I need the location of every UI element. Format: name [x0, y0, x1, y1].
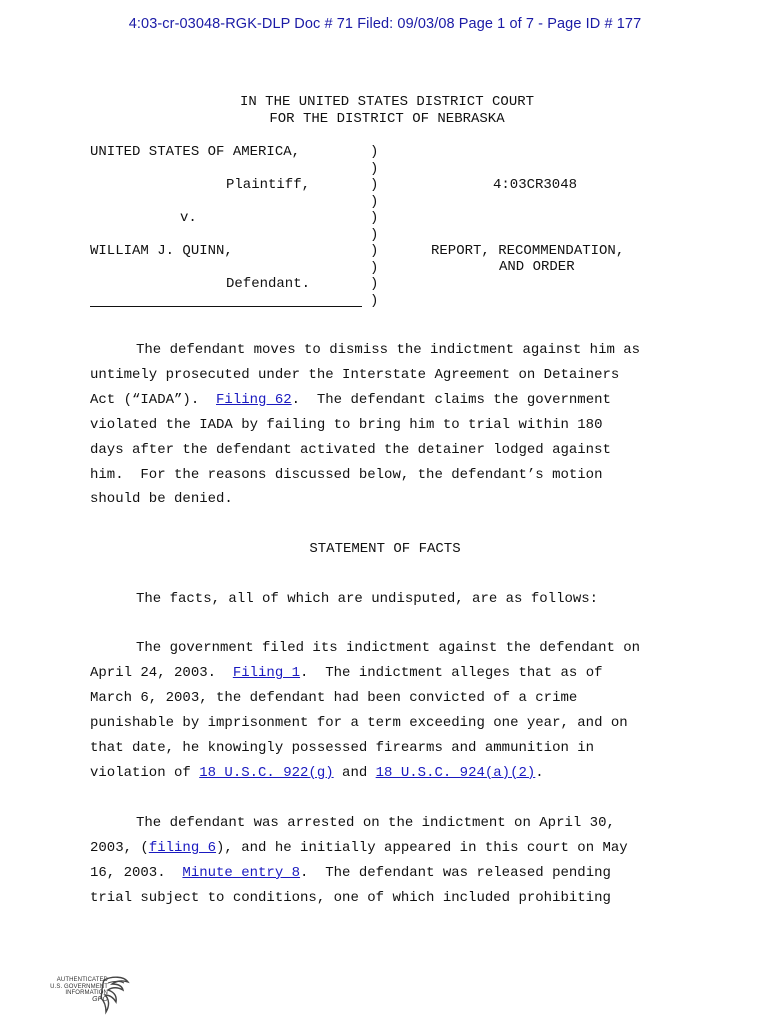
- paren: ): [370, 226, 379, 243]
- case-number: 4:03CR3048: [493, 177, 578, 193]
- paren: ): [370, 243, 379, 259]
- text-line: 16, 2003. Minute entry 8. The defendant was released pending: [90, 864, 611, 881]
- caption-parentheses: [370, 144, 378, 309]
- text-line: The government filed its indictment against the defendant on: [136, 640, 641, 656]
- paragraph-arrest: [90, 811, 690, 911]
- statute-924a2-link[interactable]: 18 U.S.C. 924(a)(2): [375, 764, 536, 781]
- caption-rule: [90, 306, 362, 307]
- text-line: March 6, 2003, the defendant had been convicted of a crime: [90, 689, 578, 706]
- plaintiff-role: Plaintiff,: [226, 177, 311, 193]
- text-line: The facts, all of which are undisputed, are as follows:: [136, 591, 599, 607]
- defendant-role: Defendant.: [226, 276, 311, 292]
- statement-of-facts-heading: STATEMENT OF FACTS: [309, 541, 461, 557]
- text-line: violated the IADA by failing to bring him to trial within 180: [90, 416, 603, 433]
- text-line: untimely prosecuted under the Interstate Agreement on Detainers: [90, 366, 620, 383]
- paragraph-motion: [90, 338, 690, 512]
- text-line: violation of 18 U.S.C. 922(g) and 18 U.S.C. 924(a)(2).: [90, 764, 544, 781]
- text-line: The defendant was arrested on the indictment on April 30,: [136, 815, 615, 831]
- text-line: days after the defendant activated the detainer lodged against: [90, 441, 611, 458]
- defendant-party: WILLIAM J. QUINN,: [90, 243, 233, 259]
- filing-1-link[interactable]: Filing 1: [232, 664, 301, 681]
- paren: ): [370, 210, 379, 226]
- plaintiff-party: UNITED STATES OF AMERICA,: [90, 144, 301, 160]
- court-line-2: FOR THE DISTRICT OF NEBRASKA: [269, 111, 505, 127]
- eagle-icon: [98, 974, 132, 1016]
- text-line: Act (“IADA”). Filing 62. The defendant claims the government: [90, 391, 611, 408]
- court-heading: [0, 94, 770, 128]
- filing-62-link[interactable]: Filing 62: [216, 391, 292, 408]
- seal-text: AUTHENTICATED U.S. GOVERNMENT INFORMATION GPO: [50, 977, 108, 1003]
- text-line: 2003, (filing 6), and he initially appeared in this court on May: [90, 839, 628, 856]
- court-line-1: IN THE UNITED STATES DISTRICT COURT: [239, 94, 535, 110]
- text-line: punishable by imprisonment for a term exceeding one year, and on: [90, 714, 628, 731]
- document-title-line-1: REPORT, RECOMMENDATION,: [431, 243, 625, 259]
- paren: ): [370, 177, 379, 193]
- text-line: that date, he knowingly possessed firearms and ammunition in: [90, 739, 595, 756]
- paren: ): [370, 259, 379, 276]
- paragraph-facts-intro: [90, 587, 690, 612]
- paren: ): [370, 193, 379, 210]
- text-line: him. For the reasons discussed below, the defendant’s motion: [90, 466, 603, 483]
- versus: v.: [180, 210, 197, 226]
- statute-922g-link[interactable]: 18 U.S.C. 922(g): [199, 764, 334, 781]
- paren: ): [370, 160, 379, 177]
- document-title-line-2: AND ORDER: [499, 259, 575, 275]
- paren: ): [370, 292, 379, 309]
- minute-entry-8-link[interactable]: Minute entry 8: [182, 864, 301, 881]
- paren: ): [370, 144, 379, 160]
- paragraph-indictment: [90, 636, 690, 785]
- text-line: trial subject to conditions, one of which included prohibiting: [90, 889, 611, 906]
- text-line: should be denied.: [90, 491, 233, 508]
- case-caption: [90, 144, 730, 314]
- filing-header-stamp: 4:03-cr-03048-RGK-DLP Doc # 71 Filed: 09/03/08 Page 1 of 7 - Page ID # 177: [128, 16, 642, 32]
- gpo-authentication-seal: [34, 974, 134, 1018]
- filing-6-link[interactable]: filing 6: [148, 839, 217, 856]
- text-line: April 24, 2003. Filing 1. The indictment alleges that as of: [90, 664, 603, 681]
- text-line: The defendant moves to dismiss the indictment against him as: [136, 342, 641, 358]
- paren: ): [370, 276, 379, 292]
